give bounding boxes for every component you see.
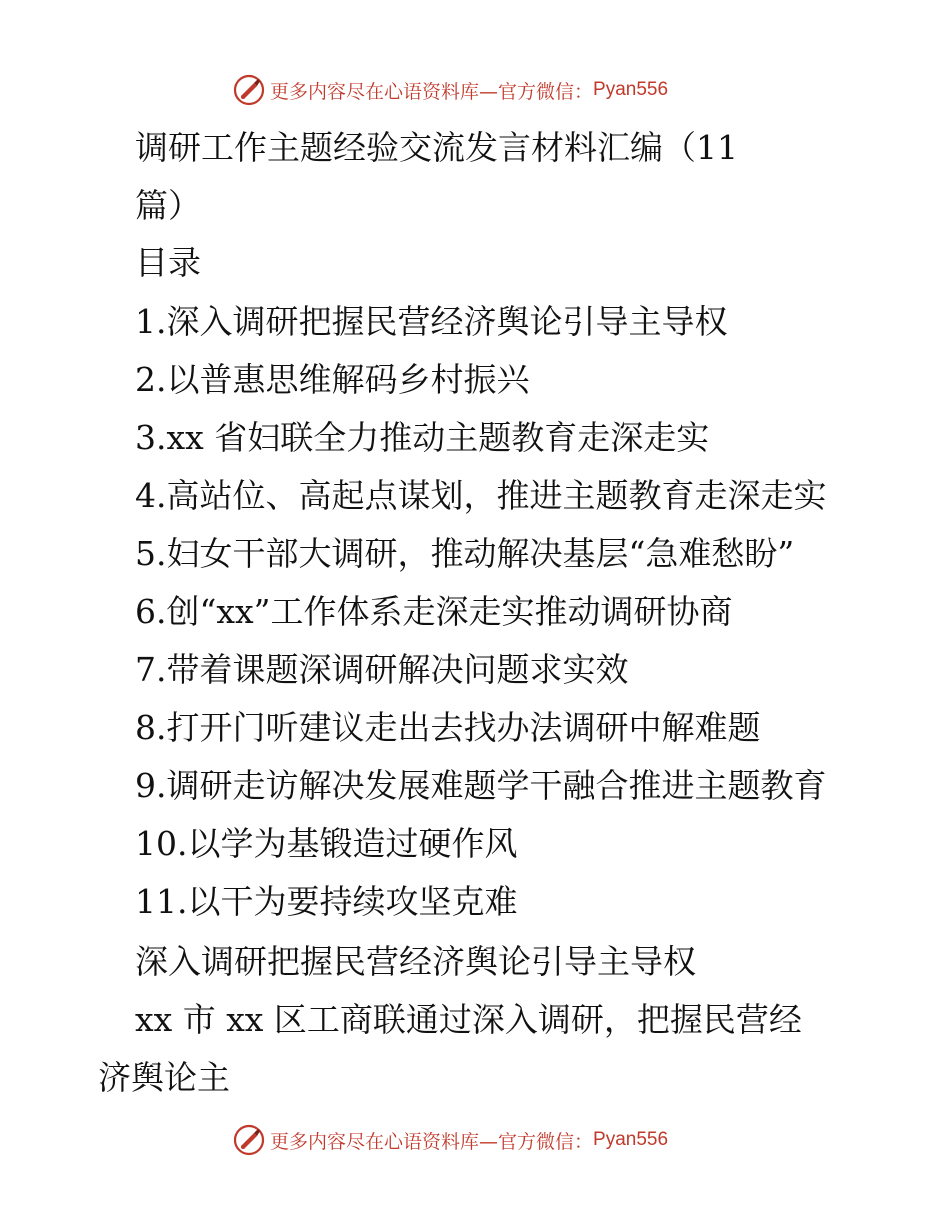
footer-watermark (232, 1122, 668, 1158)
logo-icon (232, 1123, 266, 1157)
watermark-handle: Pyan556 (593, 79, 669, 100)
toc-item: 4.高站位、高起点谋划，推进主题教育走深走实 (135, 476, 827, 515)
toc-item: 1.深入调研把握民营经济舆论引导主导权 (135, 302, 728, 341)
paragraph-line-1: xx 市 xx 区工商联通过深入调研，把握民营经 (135, 1000, 802, 1039)
toc-item: 11.以干为要持续攻坚克难 (135, 882, 518, 921)
watermark-handle: Pyan556 (593, 1129, 669, 1150)
toc-item: 6.创“xx”工作体系走深走实推动调研协商 (135, 592, 733, 631)
toc-item: 5.妇女干部大调研，推动解决基层“急难愁盼” (135, 534, 795, 573)
document-title-line-2: 篇） (135, 186, 201, 225)
toc-item: 2.以普惠思维解码乡村振兴 (135, 360, 530, 399)
logo-icon (232, 73, 266, 107)
document-title-line-1: 调研工作主题经验交流发言材料汇编（11 (135, 128, 738, 167)
watermark-text: 更多内容尽在心语资料库—官方微信： (270, 80, 594, 103)
paragraph-line-2: 济舆论主 (98, 1058, 230, 1097)
watermark-text: 更多内容尽在心语资料库—官方微信： (270, 1130, 594, 1153)
toc-item: 9.调研走访解决发展难题学干融合推进主题教育 (135, 766, 827, 805)
toc-item: 8.打开门听建议走出去找办法调研中解难题 (135, 708, 761, 747)
toc-item: 3.xx 省妇联全力推动主题教育走深走实 (135, 418, 710, 457)
header-watermark (232, 72, 668, 108)
toc-item: 7.带着课题深调研解决问题求实效 (135, 650, 629, 689)
section-title: 深入调研把握民营经济舆论引导主导权 (135, 942, 696, 981)
toc-item: 10.以学为基锻造过硬作风 (135, 824, 518, 863)
toc-heading: 目录 (135, 243, 201, 282)
